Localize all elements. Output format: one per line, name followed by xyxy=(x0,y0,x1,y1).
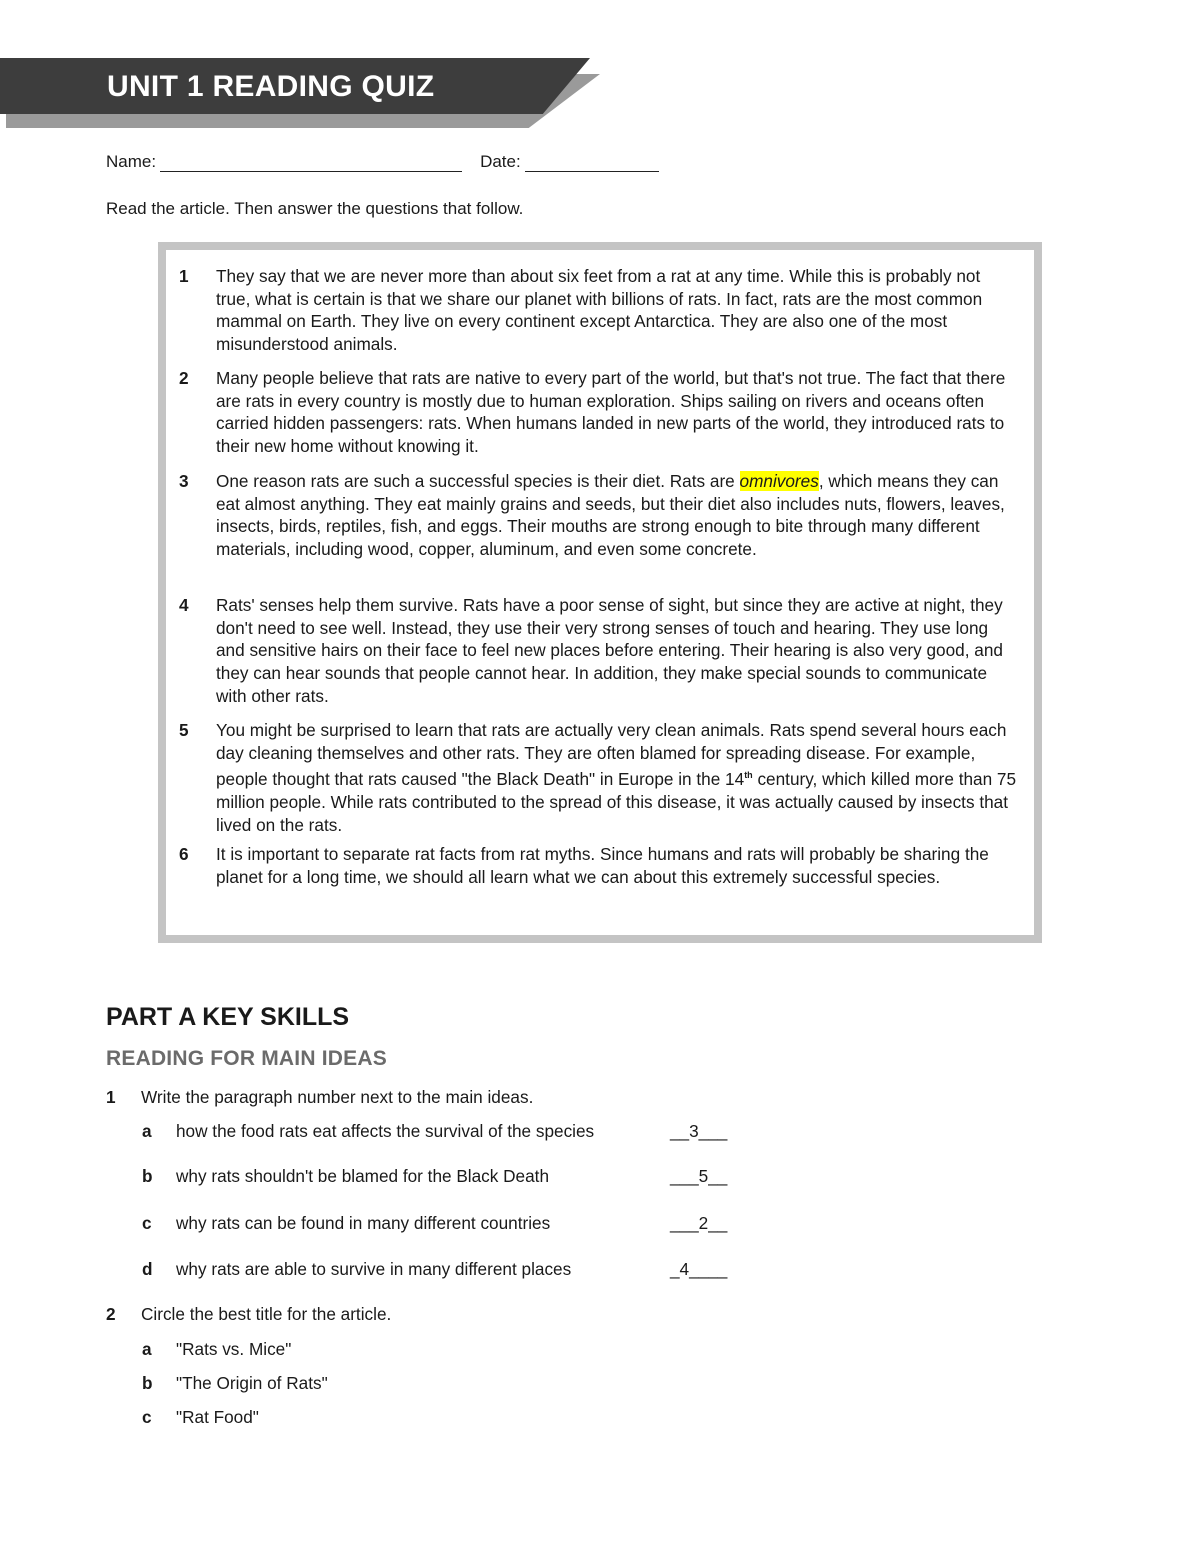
answer-blank[interactable]: _4____ xyxy=(670,1259,728,1279)
subsection-heading: READING FOR MAIN IDEAS xyxy=(106,1047,387,1070)
highlighted-term: omnivores xyxy=(739,471,819,491)
page-title: UNIT 1 READING QUIZ xyxy=(107,70,435,103)
paragraph-number: 5 xyxy=(179,720,189,740)
name-date-row xyxy=(106,152,659,172)
question-1-item-b xyxy=(142,1166,549,1187)
question-1-item-d xyxy=(142,1259,571,1280)
name-label: Name: xyxy=(106,152,157,171)
answer-blank[interactable]: ___5__ xyxy=(670,1166,728,1186)
item-letter: d xyxy=(142,1259,153,1279)
answer-blank[interactable]: __3___ xyxy=(670,1121,728,1141)
paragraph-text: Rats' senses help them survive. Rats have a poor sense of sight, but since they are active at night, they don't need to see well. Instead, they use their very strong senses of touch and hearing. They use long and sensitive hairs on their face to feel new places before entering. Their hearing is also very good, and they can hear sounds that people cannot hear. In addition, they make special sounds to communicate with other rats. xyxy=(216,595,1003,706)
paragraph-text: One reason rats are such a successful species is their diet. Rats are omnivores, which means they can eat almost anything. They eat mainly grains and seeds, but their diet also includes nuts, flowers, leaves, insects, birds, reptiles, fish, and eggs. Their mouths are strong enough to bite through many different materials, including wood, copper, aluminum, and even some concrete. xyxy=(216,471,1005,560)
paragraph-text: It is important to separate rat facts from rat myths. Since humans and rats will probably be sharing the planet for a long time, we should all learn what we can about this extremely successful species. xyxy=(216,844,989,887)
option-text: "The Origin of Rats" xyxy=(176,1373,328,1393)
item-text: how the food rats eat affects the survival of the species xyxy=(176,1121,595,1141)
question-2-option-a[interactable] xyxy=(142,1339,291,1360)
paragraph-number: 2 xyxy=(179,368,189,388)
option-letter: c xyxy=(142,1407,152,1427)
paragraph-number: 6 xyxy=(179,844,189,864)
item-letter: a xyxy=(142,1121,152,1141)
paragraph-4 xyxy=(179,594,1019,708)
paragraph-1 xyxy=(179,265,1019,356)
question-text: Write the paragraph number next to the main ideas. xyxy=(141,1087,534,1107)
question-1-item-a xyxy=(142,1121,594,1142)
question-2 xyxy=(106,1304,391,1325)
superscript: th xyxy=(744,770,753,781)
option-text: "Rat Food" xyxy=(176,1407,259,1427)
article-box xyxy=(158,242,1042,943)
paragraph-number: 1 xyxy=(179,266,189,286)
paragraph-text: Many people believe that rats are native to every part of the world, but that's not true. The fact that there are rats in every country is mostly due to human exploration. Ships sailing on rivers and oceans often carried hidden passengers: rats. When humans landed in new parts of the world, they introduced rats to their new home without knowing it. xyxy=(216,368,1006,457)
question-text: Circle the best title for the article. xyxy=(141,1304,392,1324)
paragraph-6 xyxy=(179,843,1019,888)
question-2-option-c[interactable] xyxy=(142,1407,259,1428)
date-label: Date: xyxy=(480,152,521,171)
question-number: 1 xyxy=(106,1087,116,1107)
item-text: why rats can be found in many different countries xyxy=(176,1213,551,1233)
item-letter: b xyxy=(142,1166,153,1186)
option-letter: b xyxy=(142,1373,153,1393)
option-text: "Rats vs. Mice" xyxy=(176,1339,292,1359)
item-text: why rats shouldn't be blamed for the Black Death xyxy=(176,1166,550,1186)
section-heading: PART A KEY SKILLS xyxy=(106,1003,350,1031)
item-text: why rats are able to survive in many different places xyxy=(176,1259,572,1279)
question-2-option-b[interactable] xyxy=(142,1373,328,1394)
date-field[interactable] xyxy=(525,153,659,172)
item-letter: c xyxy=(142,1213,152,1233)
title-banner xyxy=(0,58,600,130)
question-1 xyxy=(106,1087,533,1108)
option-letter: a xyxy=(142,1339,152,1359)
paragraph-text: They say that we are never more than about six feet from a rat at any time. While this is probably not true, what is certain is that we share our planet with billions of rats. In fact, rats are the most common mammal on Earth. They live on every continent except Antarctica. They are also one of the most misunderstood animals. xyxy=(216,266,983,355)
paragraph-number: 3 xyxy=(179,471,189,491)
paragraph-3 xyxy=(179,470,1019,561)
question-number: 2 xyxy=(106,1304,116,1324)
paragraph-text: You might be surprised to learn that rats are actually very clean animals. Rats spend several hours each day cleaning themselves and other rats. They are often blamed for spreading disease. For example, people thought that rats caused "the Black Death" in Europe in the 14th century, which killed more than 75 million people. While rats contributed to the spread of this disease, it was actually caused by insects that lived on the rats. xyxy=(216,720,1017,835)
instructions: Read the article. Then answer the questions that follow. xyxy=(106,199,524,218)
paragraph-5 xyxy=(179,719,1019,837)
name-field[interactable] xyxy=(160,153,462,172)
paragraph-2 xyxy=(179,367,1019,458)
question-1-item-c xyxy=(142,1213,550,1234)
paragraph-number: 4 xyxy=(179,595,189,615)
answer-blank[interactable]: ___2__ xyxy=(670,1213,728,1233)
